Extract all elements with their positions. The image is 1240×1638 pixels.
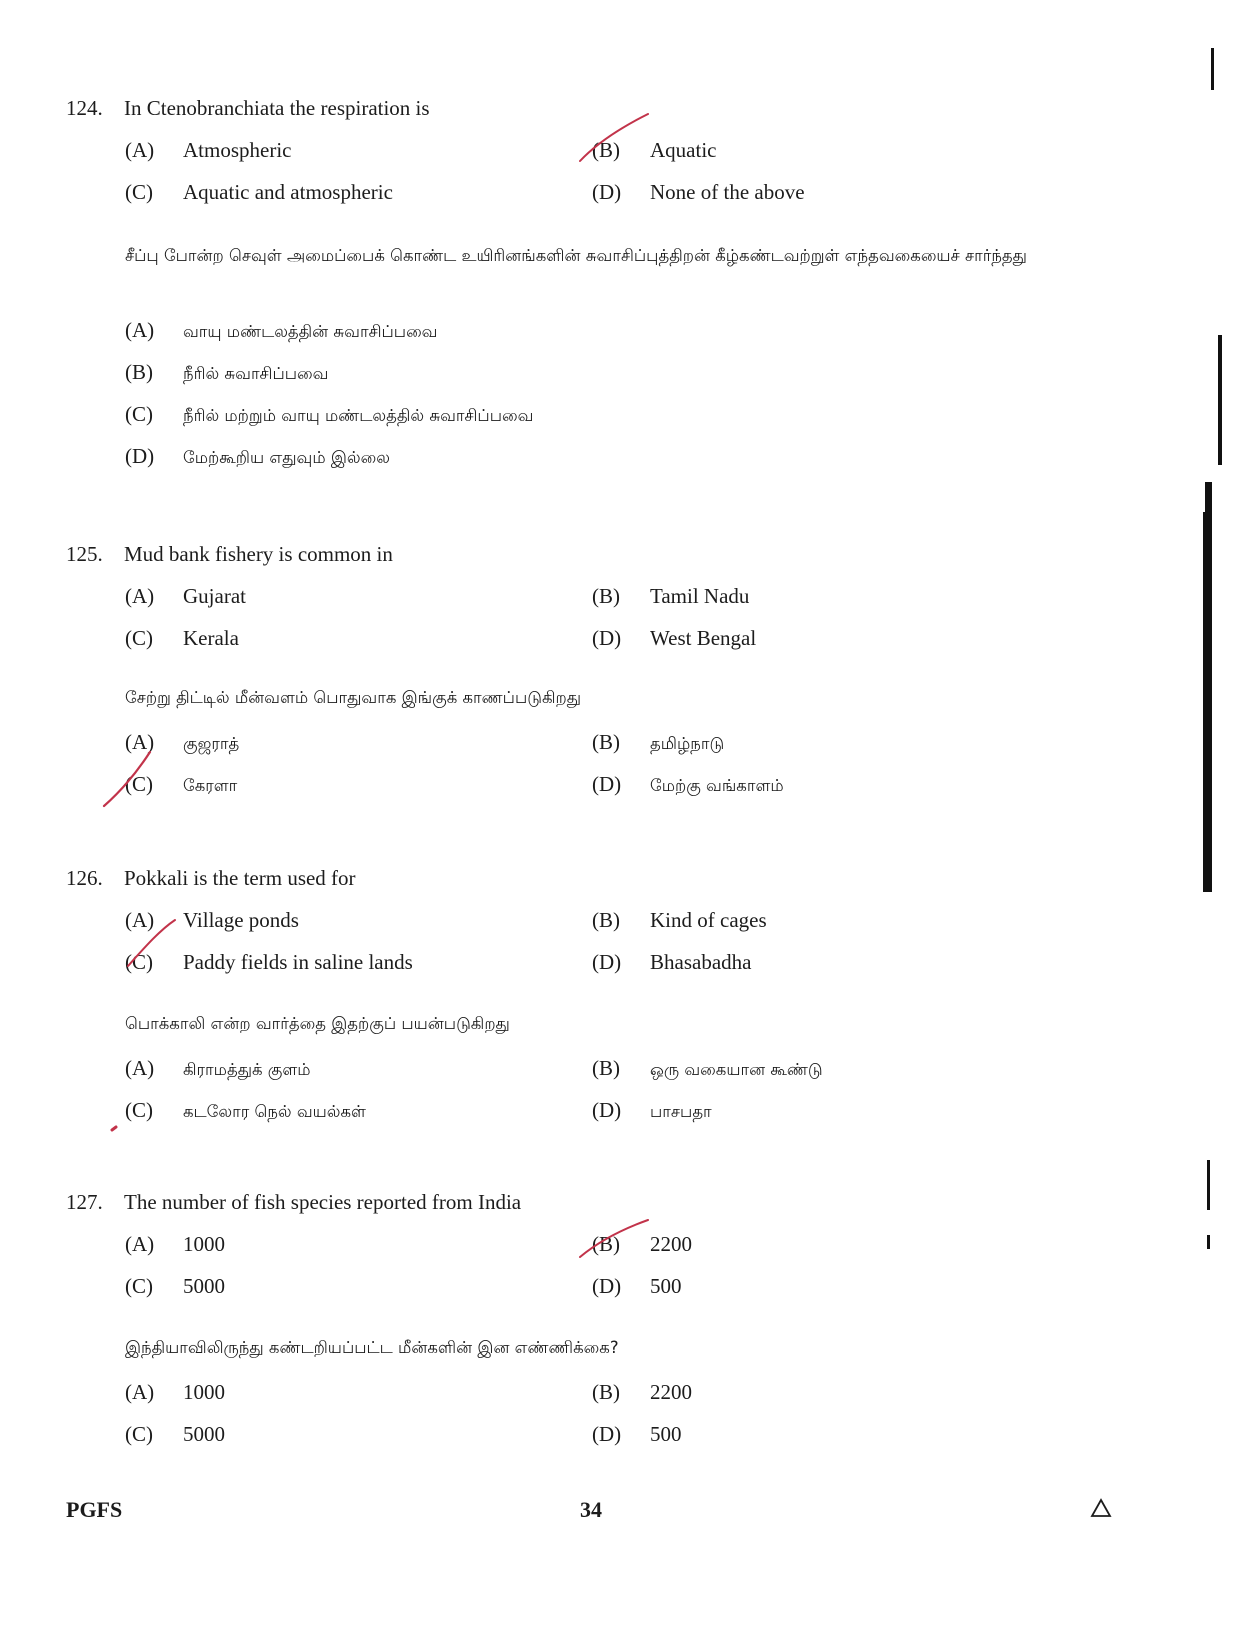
q126-option-d [592, 950, 751, 975]
option-label: (A) [125, 318, 155, 342]
option-label: (C) [125, 1422, 153, 1446]
q127-option-a [125, 1232, 225, 1257]
option-text: Paddy fields in saline lands [183, 950, 413, 974]
option-label: (C) [125, 180, 153, 204]
question-number: 125. [66, 542, 103, 566]
q125-tamil-stem: சேற்று திட்டில் மீன்வளம் பொதுவாக இங்குக் காணப்படுகிறது [125, 688, 582, 707]
option-text: மேற்கூறிய எதுவும் இல்லை [183, 448, 390, 467]
paper-code: PGFS [66, 1497, 123, 1522]
option-label: (B) [592, 1232, 620, 1256]
option-text: Kind of cages [650, 908, 767, 932]
option-label: (D) [592, 1098, 622, 1122]
option-text: தமிழ்நாடு [650, 734, 725, 753]
q127-option-c [125, 1274, 225, 1299]
option-text: வாயு மண்டலத்தின் சுவாசிப்பவை [183, 322, 438, 341]
option-label: (B) [592, 138, 620, 162]
option-label: (B) [592, 1380, 620, 1404]
option-label: (B) [592, 730, 620, 754]
option-text: 1000 [183, 1380, 225, 1404]
q126-option-a [125, 908, 299, 933]
option-text: West Bengal [650, 626, 757, 650]
scan-edge-mark [1205, 482, 1212, 512]
q126-tamil-option-d [592, 1098, 712, 1124]
q127-option-d [592, 1274, 682, 1299]
question-text: Pokkali is the term used for [124, 866, 356, 890]
option-text: Aquatic [650, 138, 717, 162]
scan-edge-mark [1207, 1160, 1210, 1210]
pen-dot-q126 [112, 1127, 116, 1130]
question-number: 127. [66, 1190, 103, 1214]
option-label: (D) [592, 950, 622, 974]
scan-edge-mark [1211, 48, 1214, 90]
option-text: கேரளா [183, 776, 238, 795]
question-number: 126. [66, 866, 103, 890]
option-label: (C) [125, 772, 153, 796]
q125-tamil-option-d [592, 772, 784, 798]
q125-option-d [592, 626, 756, 651]
option-label: (A) [125, 584, 155, 608]
option-label: (B) [592, 908, 620, 932]
q124-option-c [125, 180, 393, 205]
option-label: (D) [592, 626, 622, 650]
option-label: (A) [125, 908, 155, 932]
page-number: 34 [580, 1497, 602, 1522]
q126-tamil-option-c [125, 1098, 366, 1124]
q125-tamil-option-b [592, 730, 724, 756]
option-text: குஜராத் [183, 734, 240, 753]
q126-tamil-stem: பொக்காலி என்ற வார்த்தை இதற்குப் பயன்படுகிறது [125, 1014, 510, 1033]
q125-option-a [125, 584, 246, 609]
option-label: (C) [125, 626, 153, 650]
option-text: ஒரு வகையான கூண்டு [650, 1060, 823, 1079]
q124-option-b [592, 138, 716, 163]
question-text: In Ctenobranchiata the respiration is [124, 96, 430, 120]
option-text: 5000 [183, 1422, 225, 1446]
option-text: மேற்கு வங்காளம் [650, 776, 784, 795]
q124-tamil-option-c [125, 402, 533, 428]
option-text: None of the above [650, 180, 805, 204]
option-label: (C) [125, 1098, 153, 1122]
option-text: Aquatic and atmospheric [183, 180, 393, 204]
option-text: 1000 [183, 1232, 225, 1256]
option-label: (B) [592, 1056, 620, 1080]
q124-option-d [592, 180, 805, 205]
option-text: கடலோர நெல் வயல்கள் [183, 1102, 366, 1121]
q124-tamil-option-d [125, 444, 390, 470]
question-126-stem [66, 866, 356, 891]
option-label: (A) [125, 138, 155, 162]
q126-option-c [125, 950, 413, 975]
option-label: (A) [125, 1232, 155, 1256]
option-text: Atmospheric [183, 138, 292, 162]
question-text: The number of fish species reported from India [124, 1190, 522, 1214]
option-label: (A) [125, 1056, 155, 1080]
option-text: 2200 [650, 1380, 692, 1404]
question-text: Mud bank fishery is common in [124, 542, 393, 566]
option-label: (C) [125, 950, 153, 974]
option-text: 500 [650, 1422, 682, 1446]
option-text: நீரில் மற்றும் வாயு மண்டலத்தில் சுவாசிப்பவை [183, 406, 534, 425]
option-label: (C) [125, 402, 153, 426]
q124-tamil-stem: சீப்பு போன்ற செவுள் அமைப்பைக் கொண்ட உயிரினங்களின் சுவாசிப்புத்திறன் கீழ்கண்டவற்றுள் எந்தவகையைச் சார்ந்தது [125, 246, 1027, 265]
scan-edge-mark [1218, 335, 1222, 465]
option-label: (A) [125, 730, 155, 754]
q127-tamil-stem: இந்தியாவிலிருந்து கண்டறியப்பட்ட மீன்களின் இன எண்ணிக்கை? [125, 1338, 619, 1357]
q126-tamil-option-b [592, 1056, 823, 1082]
q127-option-b [592, 1232, 692, 1257]
option-label: (D) [592, 772, 622, 796]
option-text: Village ponds [183, 908, 299, 932]
option-label: (D) [592, 1422, 622, 1446]
q127-tamil-option-b [592, 1380, 692, 1405]
option-text: 5000 [183, 1274, 225, 1298]
option-label: (D) [592, 1274, 622, 1298]
question-number: 124. [66, 96, 103, 120]
triangle-outline-icon [1090, 1498, 1112, 1518]
option-text: 2200 [650, 1232, 692, 1256]
option-label: (A) [125, 1380, 155, 1404]
scan-edge-mark [1203, 512, 1212, 892]
q124-tamil-option-a [125, 318, 437, 344]
q127-tamil-option-a [125, 1380, 225, 1405]
q124-option-a [125, 138, 291, 163]
q126-option-b [592, 908, 767, 933]
option-text: Bhasabadha [650, 950, 752, 974]
option-text: கிராமத்துக் குளம் [183, 1060, 311, 1079]
q125-tamil-option-c [125, 772, 237, 798]
option-text: நீரில் சுவாசிப்பவை [183, 364, 329, 383]
question-127-stem [66, 1190, 521, 1215]
option-text: 500 [650, 1274, 682, 1298]
option-text: Gujarat [183, 584, 246, 608]
option-label: (D) [592, 180, 622, 204]
option-label: (B) [592, 584, 620, 608]
q124-tamil-option-b [125, 360, 328, 386]
q127-tamil-option-c [125, 1422, 225, 1447]
option-label: (C) [125, 1274, 153, 1298]
option-text: Tamil Nadu [650, 584, 750, 608]
question-125-stem [66, 542, 393, 567]
q125-option-b [592, 584, 749, 609]
q125-tamil-option-a [125, 730, 239, 756]
option-label: (D) [125, 444, 155, 468]
q126-tamil-option-a [125, 1056, 311, 1082]
q125-option-c [125, 626, 239, 651]
option-text: Kerala [183, 626, 239, 650]
q127-tamil-option-d [592, 1422, 682, 1447]
option-text: பாசபதா [650, 1102, 712, 1121]
question-124-stem [66, 96, 430, 121]
option-label: (B) [125, 360, 153, 384]
scan-edge-mark [1207, 1235, 1210, 1249]
